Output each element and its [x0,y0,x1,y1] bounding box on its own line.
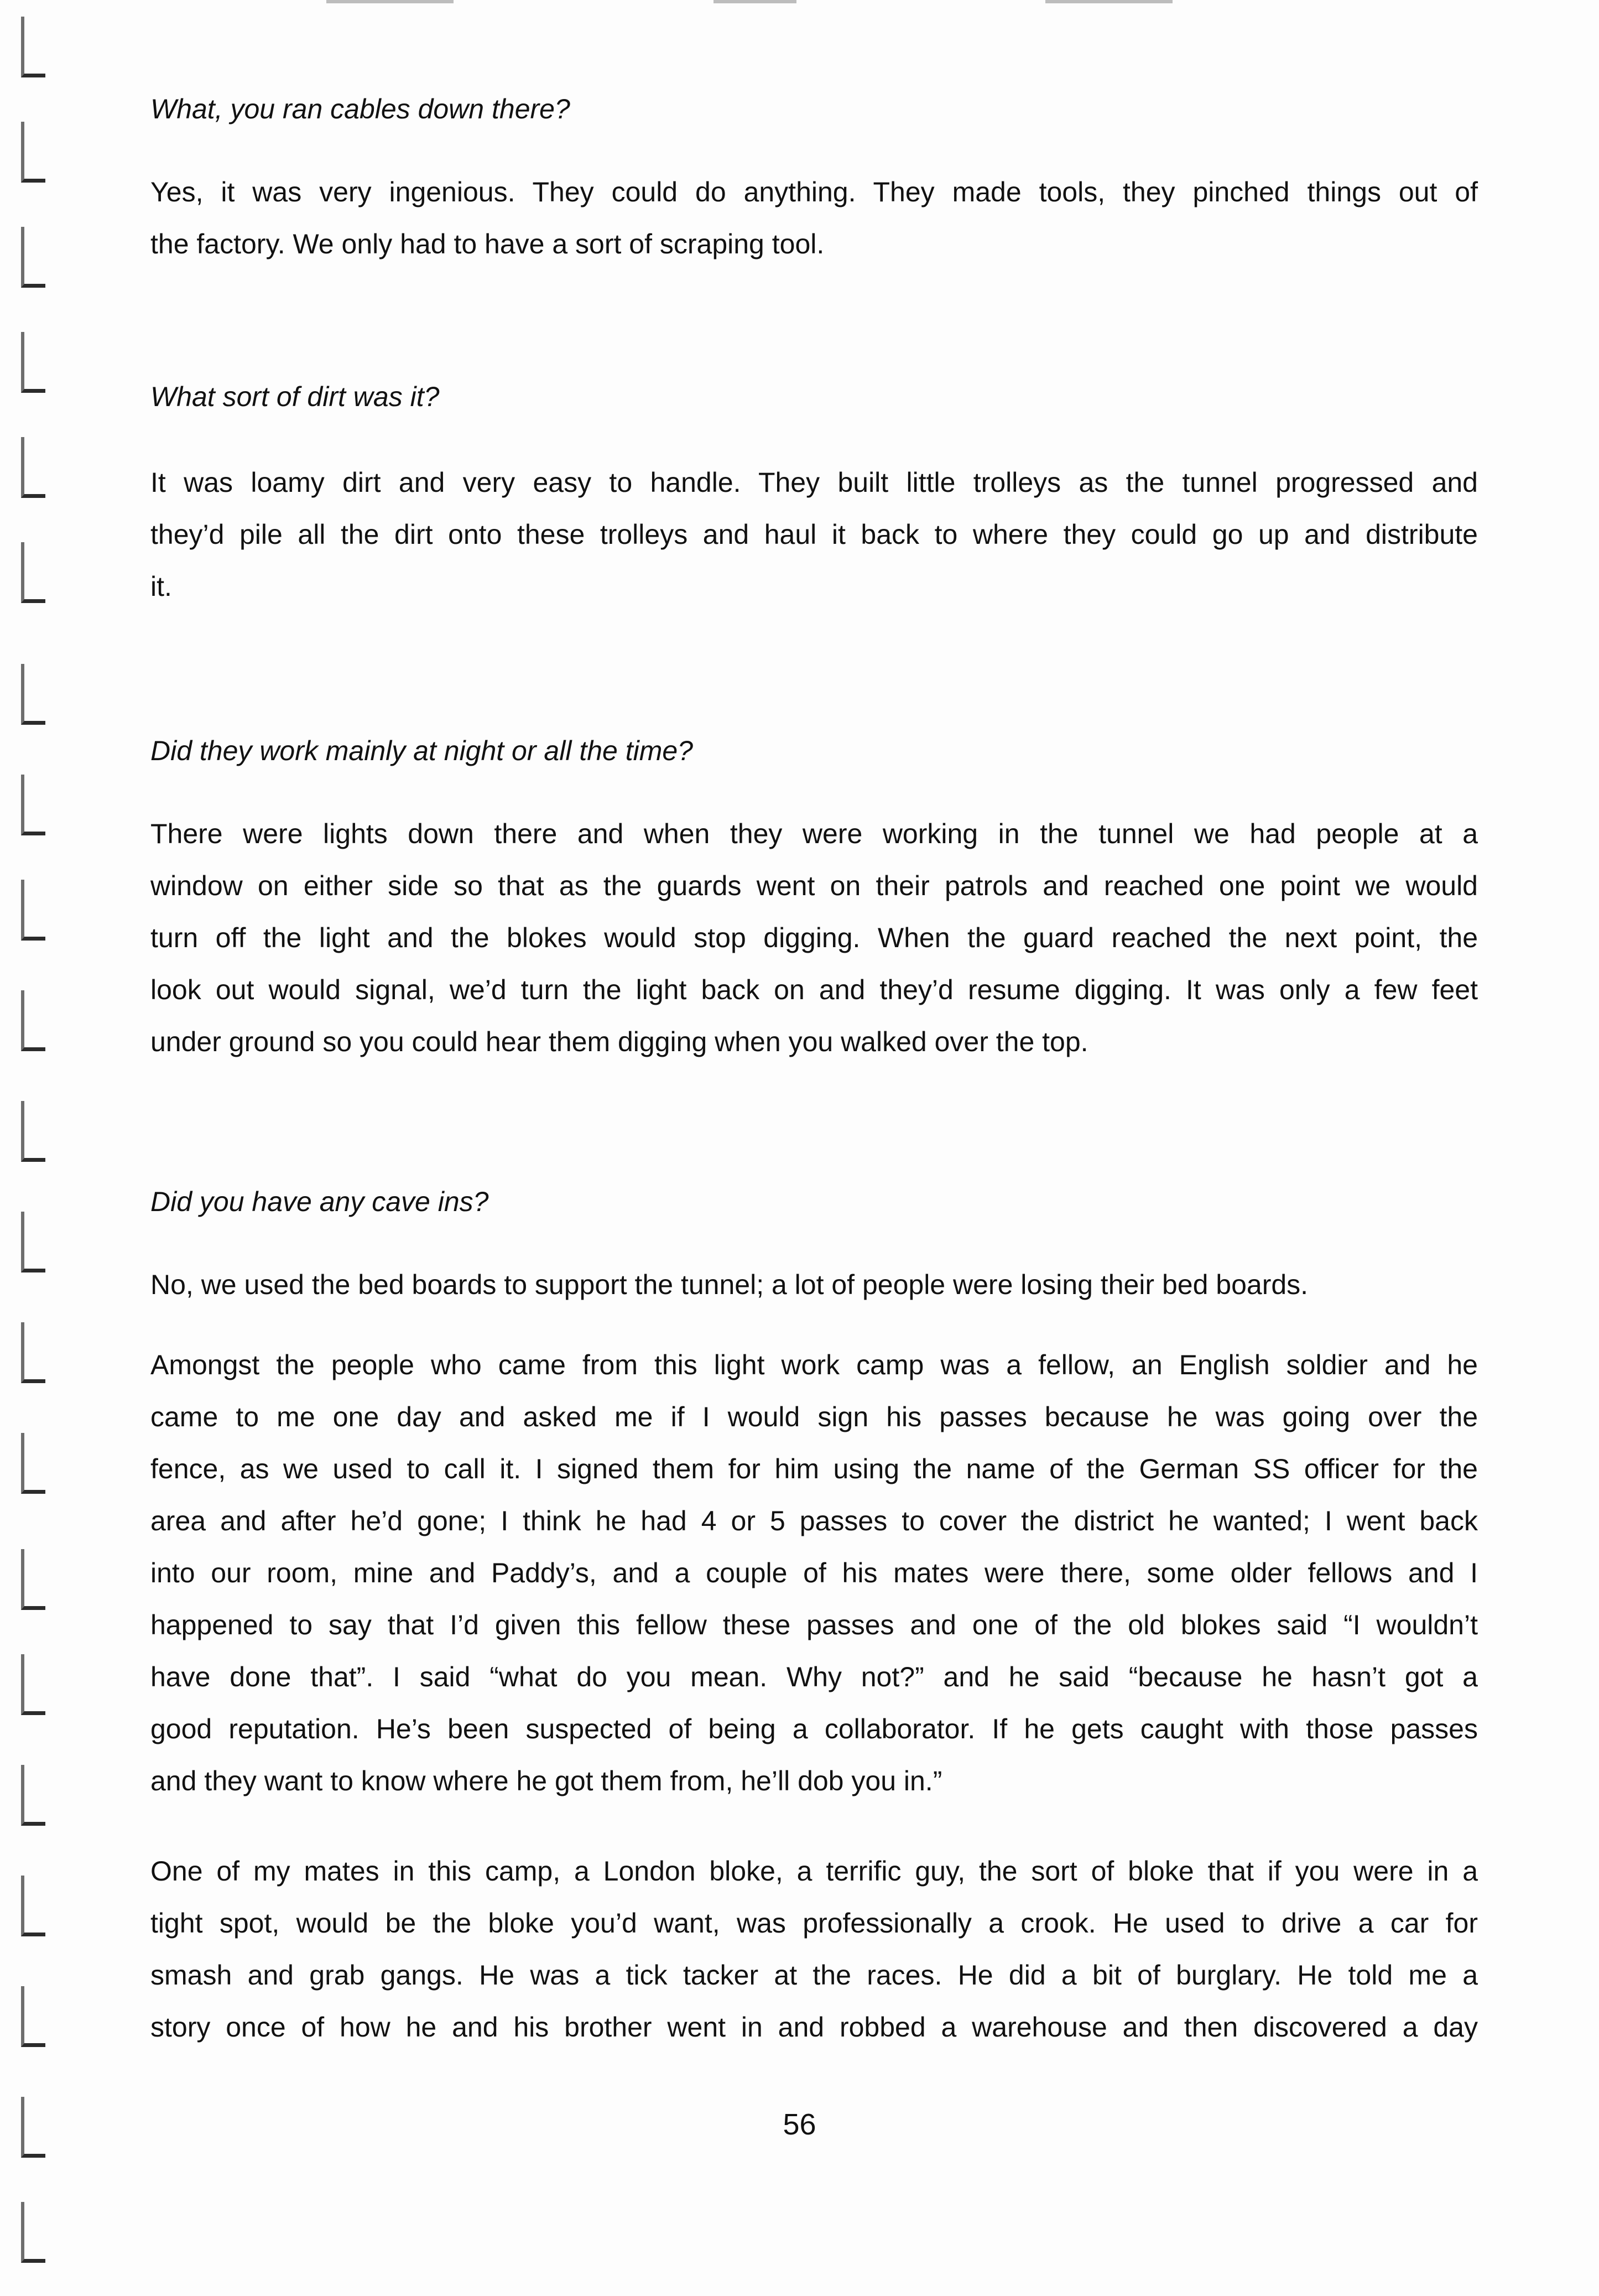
binding-mark [21,1101,45,1162]
interview-answer [150,1845,1478,2053]
answer-line: the factory. We only had to have a sort of scraping tool. [150,228,825,259]
interview-answer [150,1339,1478,1807]
interview-question: Did they work mainly at night or all the time? [150,735,693,766]
interview-answer [150,808,1478,1068]
interview-answer [150,166,1478,270]
answer-line: good reputation. He’s been suspected of being a collaborator. If he gets caught with those passes [150,1713,1478,1744]
answer-line: story once of how he and his brother went in and robbed a warehouse and then discovered a day [150,2012,1478,2043]
answer-line: happened to say that I’d given this fellow these passes and one of the old blokes said “I wouldn’t [150,1609,1478,1640]
answer-line: No, we used the bed boards to support the tunnel; a lot of people were losing their bed boards. [150,1269,1309,1300]
answer-line: under ground so you could hear them digging when you walked over the top. [150,1026,1088,1057]
answer-line: came to me one day and asked me if I would sign his passes because he was going over the [150,1401,1478,1432]
answer-line: tight spot, would be the bloke you’d want, was professionally a crook. He used to drive a car for [150,1908,1478,1939]
answer-line: It was loamy dirt and very easy to handle. They built little trolleys as the tunnel progressed and [150,467,1478,498]
binding-mark [21,1876,45,1936]
binding-mark [21,437,45,498]
binding-mark [21,1549,45,1610]
binding-mark [21,17,45,77]
answer-line: window on either side so that as the guards went on their patrols and reached one point we would [150,870,1478,901]
top-edge-marks [310,0,1195,6]
answer-line: fence, as we used to call it. I signed them for him using the name of the German SS officer for the [150,1453,1478,1484]
interview-question: Did you have any cave ins? [150,1186,489,1217]
binding-mark [21,990,45,1051]
answer-line: area and after he’d gone; I think he had 4 or 5 passes to cover the district he wanted; I went back [150,1505,1478,1536]
binding-mark [21,880,45,941]
answer-line: into our room, mine and Paddy’s, and a couple of his mates were there, some older fellows and I [150,1557,1478,1588]
binding-mark [21,1986,45,2047]
interview-answer [150,1259,1478,1311]
answer-line: look out would signal, we’d turn the light back on and they’d resume digging. It was only a few feet [150,974,1478,1005]
answer-line: have done that”. I said “what do you mean. Why not?” and he said “because he hasn’t got a [150,1661,1478,1692]
answer-line: it. [150,571,172,602]
binding-mark [21,1433,45,1494]
binding-mark [21,1322,45,1383]
binding-strip [21,0,54,2296]
binding-mark [21,332,45,393]
interview-question: What, you ran cables down there? [150,93,570,124]
binding-mark [21,1765,45,1826]
binding-mark [21,664,45,725]
answer-line: One of my mates in this camp, a London bloke, a terrific guy, the sort of bloke that if you were in a [150,1856,1478,1887]
binding-mark [21,227,45,288]
interview-question: What sort of dirt was it? [150,381,440,412]
answer-line: Yes, it was very ingenious. They could do anything. They made tools, they pinched things out of [150,176,1478,207]
answer-line: they’d pile all the dirt onto these trolleys and haul it back to where they could go up and distribute [150,519,1478,550]
page-number: 56 [783,2108,816,2141]
binding-mark [21,542,45,603]
answer-line: turn off the light and the blokes would stop digging. When the guard reached the next point, the [150,922,1478,953]
answer-line: smash and grab gangs. He was a tick tacker at the races. He did a bit of burglary. He told me a [150,1960,1478,1991]
answer-line: Amongst the people who came from this light work camp was a fellow, an English soldier and he [150,1349,1478,1380]
binding-mark [21,775,45,835]
answer-line: and they want to know where he got them from, he’ll dob you in.” [150,1765,942,1796]
binding-mark [21,122,45,183]
binding-mark [21,1654,45,1715]
binding-mark [21,2202,45,2263]
interview-answer [150,456,1478,612]
binding-mark [21,1212,45,1272]
answer-line: There were lights down there and when they were working in the tunnel we had people at a [150,818,1478,849]
